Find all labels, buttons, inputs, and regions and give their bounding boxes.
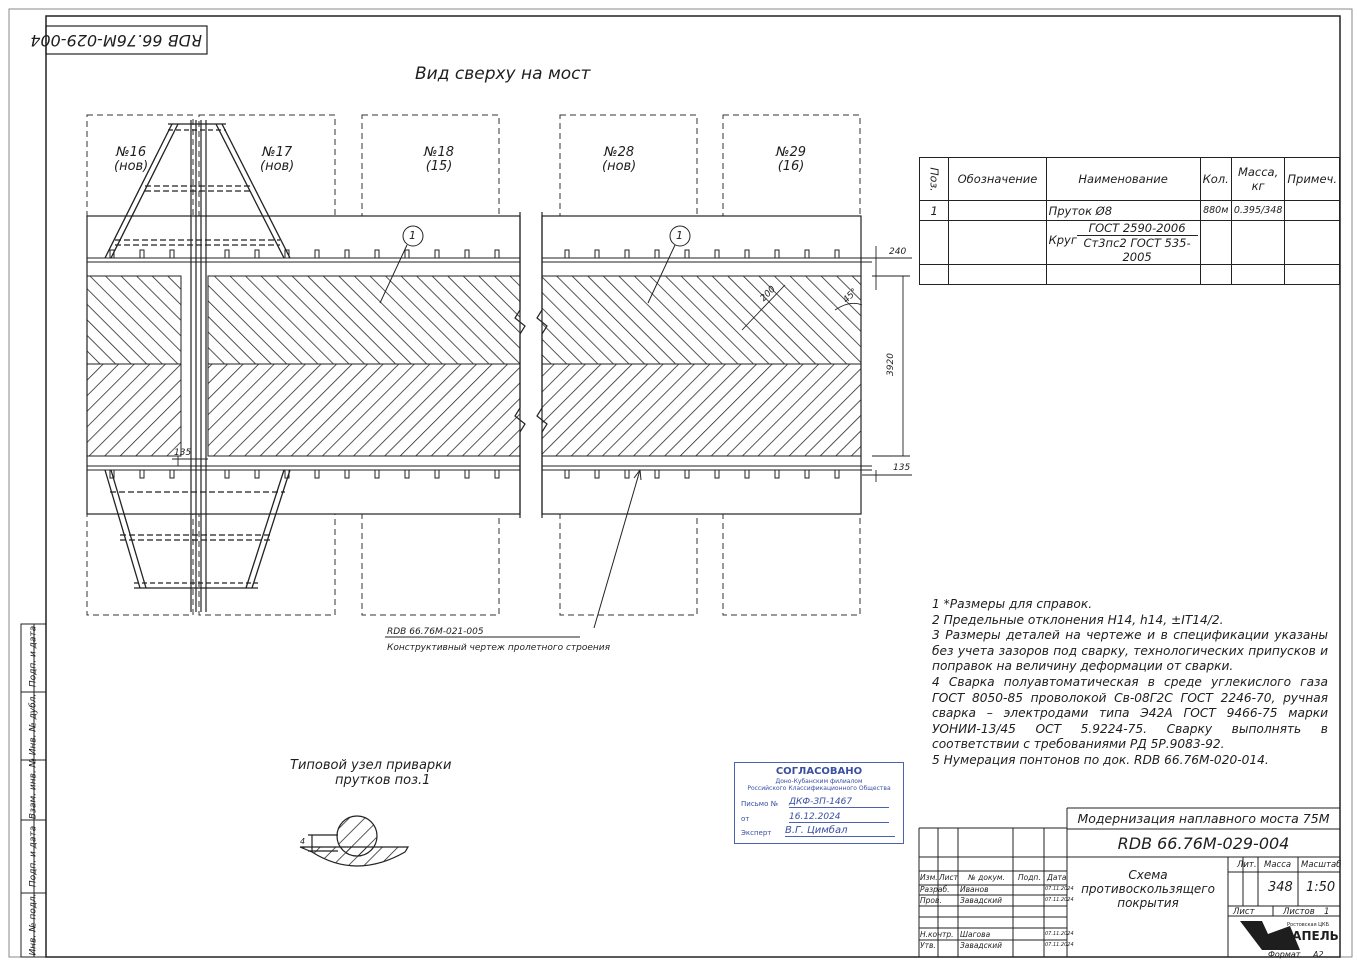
note-item: 1 *Размеры для справок. (932, 597, 1093, 611)
pontoon-label: №29 (16) (776, 145, 807, 174)
pontoon-label: №18 (15) (424, 145, 455, 174)
tb-sheets-value: 1 (1324, 907, 1330, 917)
tb-sheets-label: Листов (1283, 907, 1315, 917)
stamp-date-value: 16.12.2024 (789, 813, 889, 823)
tb-role: Пров. (920, 896, 942, 905)
tb-col-head: Лист (939, 873, 959, 882)
stamp-org: Доно-Кубанским филиалом (775, 778, 863, 785)
dim-200: 200 (758, 284, 778, 304)
spec-table (919, 157, 1340, 285)
tb-scale-value: 1:50 (1306, 880, 1336, 895)
callout-number: 1 (409, 229, 416, 242)
tb-date: 07.11.2024 (1045, 931, 1074, 937)
tb-company-sub: Ростовская ЦКБ (1287, 922, 1330, 928)
technical-notes (932, 597, 1328, 769)
tb-col-head: Изм. (920, 873, 938, 882)
stamp-org: Российского Классификационного Общества (747, 785, 891, 792)
side-label: Подп. и дата (28, 625, 39, 688)
break-lines (515, 212, 547, 518)
spec-prefix: Круг (1048, 233, 1077, 247)
spec-header: Поз. (927, 166, 941, 192)
tb-name: Шагова (960, 930, 991, 939)
spec-header: Масса, кг (1231, 158, 1285, 201)
spec-cell: 1 (920, 201, 949, 221)
tb-date: 07.11.2024 (1045, 942, 1074, 948)
dim-135-right: 135 (893, 463, 911, 473)
tb-mass-value: 348 (1268, 880, 1293, 895)
tb-role: Разраб. (920, 885, 950, 894)
dim-3920: 3920 (885, 353, 896, 376)
note-item: 3 Размеры деталей на чертеже и в спецификации указаны без учета зазоров под сварку, технологических припусков и поправок на величину деформации от сварки. (932, 628, 1328, 674)
pontoon-label: №28 (нов) (602, 145, 637, 174)
tb-doc-name: Схема противоскользящего покрытия (1081, 868, 1215, 910)
tb-col-head: Дата (1047, 873, 1067, 882)
pontoon-label: №17 (нов) (260, 145, 295, 174)
tb-date: 07.11.2024 (1045, 897, 1074, 903)
pontoon-label: №16 (нов) (114, 145, 149, 174)
callout-number: 1 (676, 229, 683, 242)
tb-name: Завадский (960, 896, 1003, 905)
approval-stamp (734, 762, 904, 844)
view-title: Вид сверху на мост (415, 64, 591, 84)
spec-cell: Пруток Ø8 (1046, 201, 1200, 221)
tb-date: 07.11.2024 (1045, 886, 1074, 892)
side-label: Взам. инв. № (28, 757, 39, 820)
side-label: Подп. и дата (28, 825, 39, 888)
dim-45: 45° (841, 286, 860, 306)
tb-format: Формат A2 (1268, 950, 1324, 959)
stamp-expert-label: Эксперт (741, 829, 772, 837)
dim-135-left: 135 (174, 448, 192, 458)
weld-dim-4: 4 (300, 837, 306, 846)
spec-cell: 880м (1200, 201, 1231, 221)
stamp-expert-value: В.Г. Цимбал (785, 826, 895, 837)
spec-cell: 0.395/348 (1231, 201, 1285, 221)
weld-node-detail (300, 816, 408, 866)
dim-240: 240 (889, 247, 907, 257)
spec-header: Обозначение (949, 158, 1046, 201)
stamp-title: СОГЛАСОВАНО (775, 766, 863, 777)
doc-code-top: RDB 66.76M-029-004 (30, 31, 202, 50)
weld-node-title: Типовой узел приварки прутков поз.1 (290, 758, 452, 788)
stamp-letter-value: ДКФ-ЗП-1467 (789, 798, 889, 808)
tb-name: Завадский (960, 941, 1003, 950)
tb-col-head: № докум. (968, 873, 1005, 882)
tb-scale-label: Масштаб (1301, 860, 1342, 870)
spec-header: Кол. (1200, 158, 1231, 201)
tb-role: Н.контр. (920, 930, 954, 939)
note-item: 2 Предельные отклонения H14, h14, ±IT14/2. (932, 612, 1224, 627)
note-item: 4 Сварка полуавтоматическая в среде углекислого газа ГОСТ 8050-85 проволокой Св-08Г2С ГОСТ 2246-70, ручная сварка – электродами типа Э42А ГОСТ 9466-75 марки УОНИИ-13/45 ОСТ 5.9224-75. Сварку выполнять в соответствии с требованиями РД 5Р.9083-92. (932, 674, 1328, 752)
tb-name: Иванов (960, 885, 989, 894)
side-label: Инв. № подл. (28, 893, 39, 956)
spec-header: Наименование (1046, 158, 1200, 201)
side-label: Инв. № дубл. (28, 693, 39, 756)
hatch-left (87, 276, 520, 456)
tb-col-head: Подп. (1018, 873, 1041, 882)
spec-fraction: ГОСТ 2590-2006 Ст3пс2 ГОСТ 535-2005 (1077, 221, 1198, 264)
hatch-right (542, 276, 861, 456)
reference-code: RDB 66.76М-021-005 (387, 627, 484, 637)
tb-mass-label: Масса (1264, 860, 1292, 870)
tb-role: Утв. (920, 941, 936, 950)
stamp-date-label: от (741, 815, 750, 823)
spec-header: Примеч. (1285, 158, 1340, 201)
tb-sheet-label: Лист (1233, 907, 1255, 917)
note-item: 5 Нумерация понтонов по док. RDB 66.76М-020-014. (932, 752, 1269, 767)
tb-project: Модернизация наплавного моста 75М (1077, 811, 1330, 826)
spec-cell (1285, 201, 1340, 221)
stamp-letter-label: Письмо № (741, 800, 778, 808)
tb-company: ТАПЕЛЬ (1284, 929, 1339, 943)
tb-lit-label: Лит. (1237, 860, 1257, 870)
reference-desc: Конструктивный чертеж пролетного строения (387, 643, 611, 653)
tb-code: RDB 66.76М-029-004 (1117, 834, 1290, 853)
